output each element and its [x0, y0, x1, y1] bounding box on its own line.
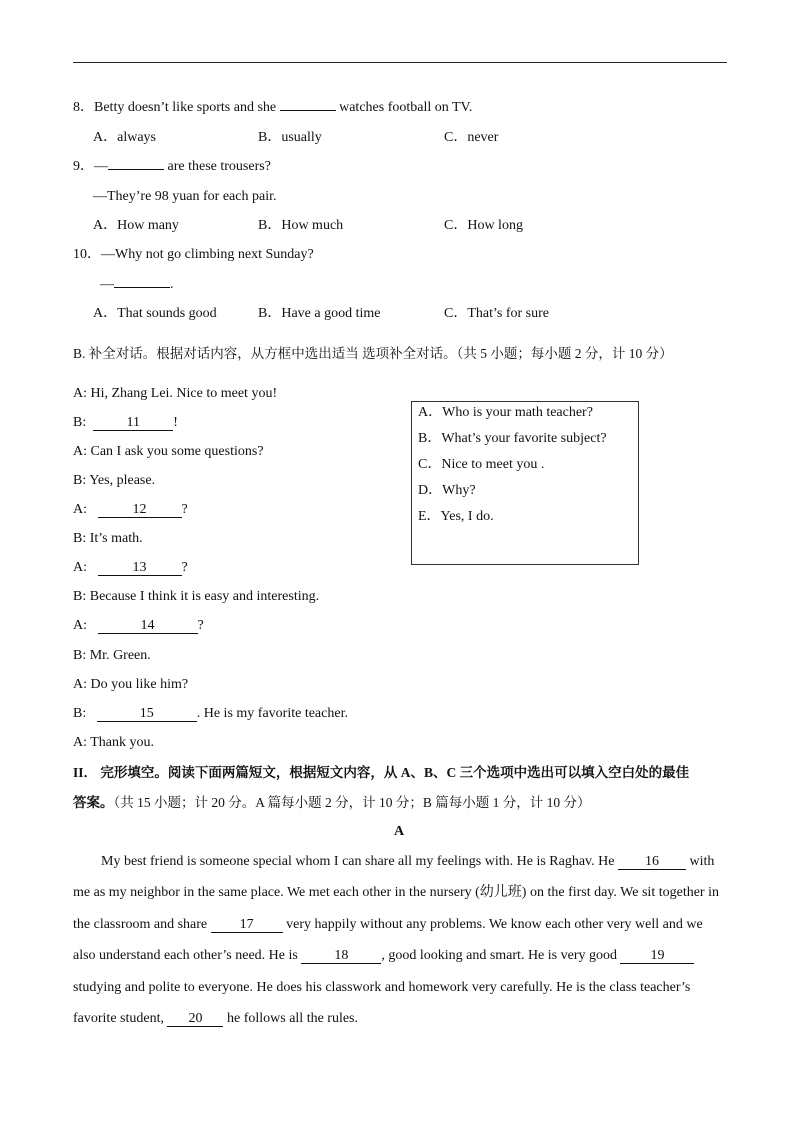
dialogue-text: ?: [181, 560, 188, 575]
speaker: A:: [73, 386, 87, 401]
dialogue-text: ?: [181, 502, 188, 517]
period: .: [170, 277, 174, 292]
box-option-d: D．Why?: [418, 483, 476, 498]
box-option-a: A．Who is your math teacher?: [418, 405, 593, 420]
dialogue-line: [73, 501, 188, 519]
dialogue-line: [73, 414, 178, 432]
speaker: B:: [73, 589, 87, 604]
speaker: A:: [73, 618, 87, 633]
passage-line: [101, 853, 714, 871]
dialogue-text: Yes, please.: [86, 473, 156, 488]
dialogue-line: [73, 734, 154, 752]
answer-blank-13: 13: [98, 560, 182, 576]
q8-option-c: C．never: [444, 130, 499, 145]
passage-text: the classroom and share: [73, 917, 211, 932]
passage-text: , good looking and smart. He is very good: [381, 948, 621, 963]
speaker: B:: [73, 415, 87, 430]
dialogue-line: [73, 588, 319, 606]
answer-blank-14: 14: [98, 618, 198, 634]
speaker: B:: [73, 531, 87, 546]
passage-text: he follows all the rules.: [223, 1011, 359, 1026]
passage-line: [73, 1010, 358, 1028]
dialogue-text: Do you like him?: [87, 677, 189, 692]
question-number: 8．: [73, 100, 94, 115]
answer-blank: [280, 110, 336, 111]
question-text: are these trousers?: [164, 159, 271, 174]
dialogue-line: [73, 676, 188, 694]
dialogue-text: Thank you.: [87, 735, 155, 750]
box-option-e: E．Yes, I do.: [418, 509, 494, 524]
speaker: A:: [73, 502, 87, 517]
speaker: B:: [73, 473, 87, 488]
top-rule: [73, 62, 727, 63]
passage-line: [73, 916, 703, 934]
speaker: A:: [73, 735, 87, 750]
heading-bold: 答案。: [73, 795, 114, 810]
box-option-b: B．What’s your favorite subject?: [418, 431, 607, 446]
answer-blank: [114, 287, 170, 288]
dash: —: [100, 277, 114, 292]
answer-blank-12: 12: [98, 502, 182, 518]
q9-response: —They’re 98 yuan for each pair.: [93, 189, 277, 204]
speaker: B:: [73, 648, 87, 663]
q9-option-a: A．How many: [93, 218, 179, 233]
q10-response: [100, 276, 174, 294]
answer-blank-17: 17: [211, 917, 283, 933]
q9-option-b: B．How much: [258, 218, 344, 233]
answer-blank-16: 16: [618, 854, 686, 870]
passage-title: A: [394, 824, 405, 839]
question-text: —Why not go climbing next Sunday?: [101, 247, 314, 262]
dialogue-line: [73, 617, 204, 635]
answer-blank: [108, 169, 164, 170]
dialogue-line: [73, 647, 151, 665]
dialogue-text: Hi, Zhang Lei. Nice to meet you!: [87, 386, 278, 401]
dialogue-text: Can I ask you some questions?: [87, 444, 264, 459]
dialogue-text: Mr. Green.: [86, 648, 151, 663]
dialogue-text: ?: [197, 618, 204, 633]
question-9: [73, 158, 271, 176]
speaker: B:: [73, 706, 87, 721]
passage-text: very happily without any problems. We know each other very well and we: [282, 917, 703, 932]
dash: —: [94, 159, 108, 174]
q8-option-b: B．usually: [258, 130, 322, 145]
passage-line: [73, 947, 694, 965]
q9-option-c: C．How long: [444, 218, 523, 233]
q10-option-a: A．That sounds good: [93, 306, 217, 321]
dialogue-line: [73, 385, 277, 403]
passage-line: studying and polite to everyone. He does his classwork and homework very carefully. He is the class teacher’s: [73, 980, 691, 995]
q8-option-a: A．always: [93, 130, 156, 145]
q10-option-c: C．That’s for sure: [444, 306, 549, 321]
dialogue-line: [73, 705, 348, 723]
dialogue-line: [73, 530, 143, 548]
dialogue-line: [73, 559, 188, 577]
question-text: watches football on TV.: [335, 100, 473, 115]
box-option-c: C．Nice to meet you .: [418, 457, 545, 472]
section-2-heading-cont: [73, 794, 591, 812]
question-text: Betty doesn’t like sports and she: [94, 100, 280, 115]
passage-line: me as my neighbor in the same place. We met each other in the nursery (幼儿班) on the first day. We sit together in: [73, 885, 719, 900]
answer-blank-20: 20: [167, 1011, 223, 1027]
passage-text: also understand each other’s need. He is: [73, 948, 302, 963]
options-box: [411, 401, 639, 565]
dialogue-text: It’s math.: [86, 531, 143, 546]
answer-blank-18: 18: [301, 948, 381, 964]
passage-text: My best friend is someone special whom I can share all my feelings with. He is Raghav. He: [101, 854, 618, 869]
heading-rest: （共 15 小题；计 20 分。A 篇每小题 2 分，计 10 分；B 篇每小题 1 分，计 10 分）: [113, 795, 591, 810]
section-2-heading: II． 完形填空。阅读下面两篇短文，根据短文内容，从 A、B、C 三个选项中选出可以填入空白处的最佳: [73, 765, 690, 780]
section-b-heading: B. 补全对话。根据对话内容，从方框中选出适当 选项补全对话。（共 5 小题；每小题 2 分，计 10 分）: [73, 346, 673, 361]
passage-text: with: [685, 854, 715, 869]
answer-blank-15: 15: [97, 706, 197, 722]
speaker: A:: [73, 677, 87, 692]
speaker: A:: [73, 444, 87, 459]
question-10: [73, 246, 314, 264]
q10-option-b: B．Have a good time: [258, 306, 381, 321]
question-number: 10．: [73, 247, 101, 262]
passage-text: favorite student,: [73, 1011, 168, 1026]
dialogue-text: Because I think it is easy and interesting.: [86, 589, 320, 604]
dialogue-line: [73, 472, 155, 490]
dialogue-text: . He is my favorite teacher.: [196, 706, 348, 721]
answer-blank-19: 19: [620, 948, 694, 964]
speaker: A:: [73, 560, 87, 575]
answer-blank-11: 11: [93, 415, 173, 431]
dialogue-line: [73, 443, 264, 461]
dialogue-text: !: [173, 415, 178, 430]
question-number: 9．: [73, 159, 94, 174]
question-8: [73, 99, 472, 117]
